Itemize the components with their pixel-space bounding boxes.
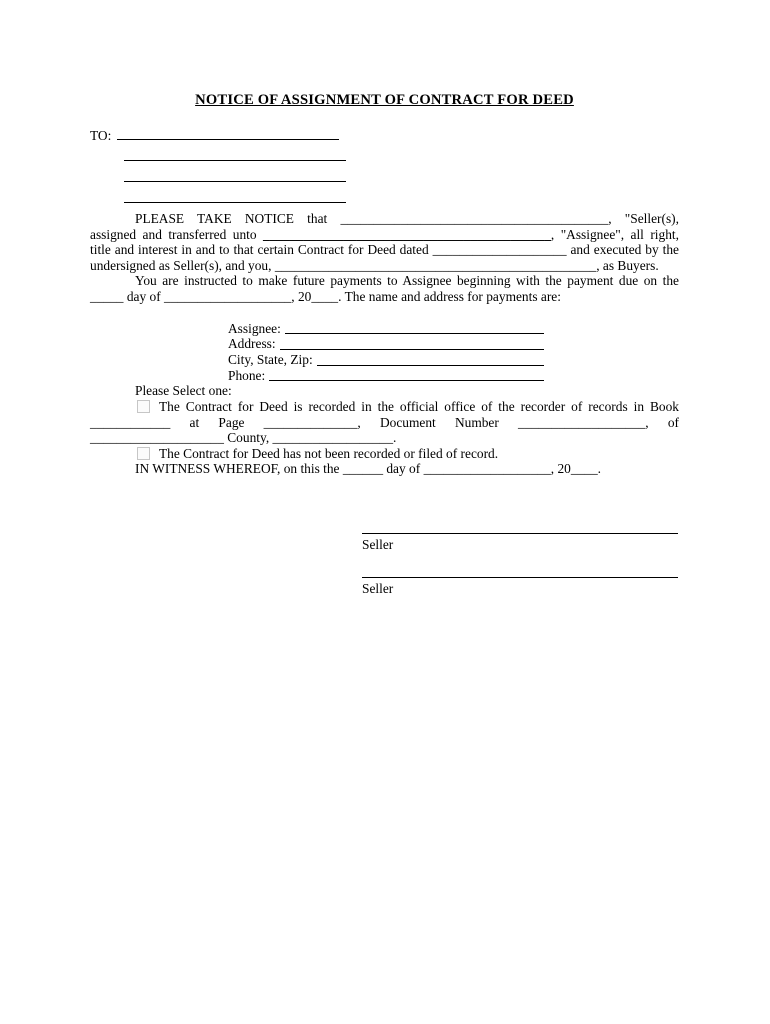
document-number-blank: ___________________ (518, 414, 646, 430)
assignee-field (285, 321, 544, 335)
witness-month-blank: ___________________ (423, 461, 551, 477)
payment-day-blank: _____ (90, 288, 124, 304)
buyers-name-blank: ________________________________________________ (274, 257, 597, 273)
address-field (280, 336, 544, 350)
select-one-prompt: Please Select one: (135, 383, 232, 399)
document-title: NOTICE OF ASSIGNMENT OF CONTRACT FOR DEED (195, 92, 574, 108)
assignee-name-blank: ___________________________________________ (263, 226, 551, 242)
signature-area (362, 533, 679, 597)
recorded-text-5: County, (223, 430, 273, 446)
recipient-block (90, 127, 679, 211)
payment-year-blank: ____ (311, 288, 339, 304)
recorded-text-4: , of (645, 414, 679, 430)
city-state-zip-field (317, 352, 544, 366)
seller-name-blank: ________________________________________ (340, 211, 609, 226)
witness-text-1: IN WITNESS WHEREOF, on this the (135, 461, 343, 477)
phone-row (228, 368, 544, 384)
phone-label: Phone: (228, 367, 266, 383)
to-label: TO: (90, 128, 112, 143)
seller-label-2: Seller (362, 581, 394, 597)
assignee-row (228, 321, 544, 337)
notice-text-3: , "Assignee", all right, title and interest in and to that certain Contract for Deed dated (90, 226, 679, 258)
address-row (228, 336, 544, 352)
contract-date-blank: ____________________ (432, 242, 567, 258)
signature-block-1 (362, 533, 679, 553)
option-recorded-paragraph (90, 399, 679, 446)
address-label: Address: (228, 336, 276, 352)
witness-text-3: , 20 (550, 461, 571, 477)
page-blank: ______________ (263, 414, 358, 430)
witness-text-2: day of (383, 461, 424, 477)
payment-instruction-paragraph (90, 273, 679, 304)
seller-label-1: Seller (362, 536, 394, 552)
recorded-text-3: , Document Number (357, 414, 519, 430)
payment-text-3: , 20 (291, 288, 312, 304)
recorded-text-1: The Contract for Deed is recorded in the official office of the recorder of records in Book (159, 398, 679, 414)
notice-text-5: , as Buyers. (596, 257, 659, 273)
recipient-row-2 (90, 148, 679, 169)
notice-text-2: , "Seller(s), assigned and transferred unto (90, 211, 679, 242)
option-not-recorded-paragraph (90, 446, 679, 462)
not-recorded-checkbox[interactable] (137, 447, 150, 460)
payment-text-1: You are instructed to make future payments to Assignee beginning with the payment due on the (135, 273, 679, 289)
book-blank: ____________ (90, 414, 171, 430)
recipient-row-4 (90, 190, 679, 211)
signature-block-2 (362, 577, 679, 597)
seller-signature-line-2 (362, 577, 678, 578)
county-blank: ____________________ (90, 430, 224, 446)
recorded-text-6: . (393, 430, 397, 446)
recorded-checkbox[interactable] (137, 400, 150, 413)
recipient-line-2 (124, 148, 346, 161)
seller-signature-line-1 (362, 533, 678, 534)
recipient-line-3 (124, 169, 346, 182)
city-state-zip-row (228, 352, 544, 368)
notice-text-1: PLEASE TAKE NOTICE that (135, 211, 341, 226)
payment-text-4: . The name and address for payments are: (338, 288, 561, 304)
witness-year-blank: ____ (570, 461, 598, 477)
recorded-text-2: at Page (170, 414, 264, 430)
recipient-row-1 (90, 127, 679, 148)
witness-text-4: . (597, 461, 602, 477)
recipient-line-4 (124, 190, 346, 203)
notice-paragraph (90, 211, 679, 273)
not-recorded-text: The Contract for Deed has not been recorded or filed of record. (159, 445, 499, 461)
recipient-line-1 (117, 127, 339, 140)
payment-month-blank: ___________________ (164, 288, 292, 304)
recipient-row-3 (90, 169, 679, 190)
witness-day-blank: ______ (342, 461, 384, 477)
city-state-zip-label: City, State, Zip: (228, 351, 313, 367)
phone-field (269, 368, 544, 382)
witness-paragraph (90, 461, 679, 477)
payment-text-2: day of (123, 288, 165, 304)
recorded-date-blank: __________________ (272, 430, 394, 446)
assignee-label: Assignee: (228, 320, 281, 336)
notice-text-4: and executed by the undersigned as Seller(s), and you, (90, 242, 679, 273)
payment-address-block (228, 321, 544, 384)
